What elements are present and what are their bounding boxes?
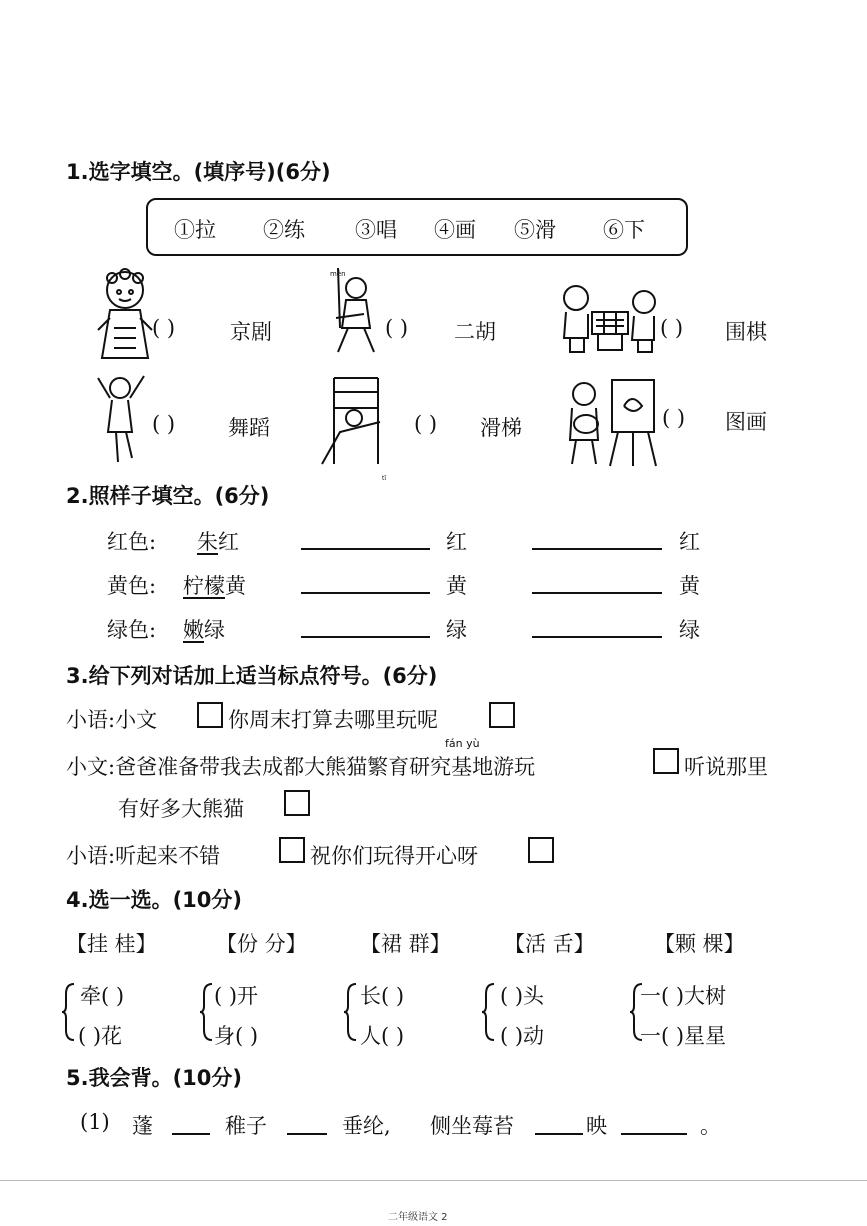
q1-word-6: 图画	[725, 410, 767, 434]
q2-label-red: 红色:	[107, 530, 157, 554]
brace-3	[344, 982, 358, 1042]
q4-title: 4.选一选。(10分)	[66, 888, 243, 912]
q2-suffix-green-2: 绿	[679, 618, 700, 642]
q2-suffix-yellow-2: 黄	[679, 574, 700, 598]
chess-players-illustration	[558, 282, 662, 354]
q2-label-green: 绿色:	[107, 618, 157, 642]
brace-2	[200, 982, 214, 1042]
q2-answer-green-1[interactable]	[301, 636, 430, 638]
q4-group-5: 【颗 棵】	[654, 932, 745, 956]
q5-part-3: 垂纶,	[342, 1114, 391, 1138]
q2-answer-yellow-2[interactable]	[532, 592, 662, 594]
q3-line4-b: 祝你们玩得开心呀	[310, 844, 478, 868]
q1-blank-3[interactable]: ( )	[660, 316, 684, 340]
painter-illustration	[562, 376, 658, 468]
q2-example-green: 嫩绿	[183, 618, 225, 642]
dancer-illustration	[88, 372, 154, 466]
q4-g1-row1[interactable]: 牵( )	[80, 984, 125, 1008]
q5-part-4: 侧坐莓苔	[430, 1114, 514, 1138]
q1-word-4: 舞蹈	[228, 416, 270, 440]
q5-part-2: 稚子	[225, 1114, 267, 1138]
q4-g5-row2[interactable]: 一( )星星	[640, 1024, 727, 1048]
q5-blank-3[interactable]	[535, 1133, 583, 1135]
q5-part-5: 映	[586, 1114, 607, 1138]
q3-punct-box-3[interactable]	[653, 748, 679, 774]
q4-g2-row1[interactable]: ( )开	[214, 984, 259, 1008]
q3-punct-box-5[interactable]	[279, 837, 305, 863]
q1-title: 1.选字填空。(填序号)(6分)	[66, 160, 331, 184]
q2-example-red: 朱红	[197, 530, 239, 554]
q4-group-2: 【份 分】	[216, 932, 307, 956]
q2-suffix-red-1: 红	[446, 530, 467, 554]
q2-answer-yellow-1[interactable]	[301, 592, 430, 594]
q4-g4-row2[interactable]: ( )动	[500, 1024, 545, 1048]
q2-answer-green-2[interactable]	[532, 636, 662, 638]
q5-blank-2[interactable]	[287, 1133, 327, 1135]
q5-part-6: 。	[700, 1114, 721, 1138]
q1-blank-4[interactable]: ( )	[152, 412, 176, 436]
option-5: ⑤滑	[514, 218, 556, 242]
slide-illustration	[320, 372, 392, 482]
q2-suffix-green-1: 绿	[446, 618, 467, 642]
q1-word-5: 滑梯	[480, 416, 522, 440]
q3-punct-box-2[interactable]	[489, 702, 515, 728]
q3-line2-b: 听说那里	[684, 755, 768, 779]
q1-blank-5[interactable]: ( )	[414, 412, 438, 436]
q3-pinyin: fán yù	[445, 737, 480, 750]
q3-line2-a: 小文:爸爸准备带我去成都大熊猫繁育研究基地游玩	[66, 755, 536, 779]
q3-punct-box-1[interactable]	[197, 702, 223, 728]
option-6: ⑥下	[603, 218, 645, 242]
q4-group-3: 【裙 群】	[360, 932, 451, 956]
q1-word-1: 京剧	[230, 320, 272, 344]
q4-g3-row2[interactable]: 人( )	[360, 1024, 405, 1048]
q4-group-1: 【挂 桂】	[66, 932, 157, 956]
peking-opera-illustration	[92, 268, 158, 364]
svg-text:tī: tī	[382, 475, 387, 482]
q4-group-4: 【活 舌】	[504, 932, 595, 956]
q2-suffix-red-2: 红	[679, 530, 700, 554]
option-1: ①拉	[174, 218, 216, 242]
q2-example-yellow: 柠檬黄	[183, 574, 246, 598]
q1-blank-1[interactable]: ( )	[152, 316, 176, 340]
q5-number: (1)	[80, 1110, 110, 1134]
q2-answer-red-2[interactable]	[532, 548, 662, 550]
q3-line4-a: 小语:听起来不错	[66, 844, 221, 868]
q5-part-1: 蓬	[132, 1114, 153, 1138]
q4-g3-row1[interactable]: 长( )	[360, 984, 405, 1008]
q1-blank-6[interactable]: ( )	[662, 406, 686, 430]
q1-word-3: 围棋	[725, 320, 767, 344]
q3-punct-box-6[interactable]	[528, 837, 554, 863]
q2-suffix-yellow-1: 黄	[446, 574, 467, 598]
option-4: ④画	[434, 218, 476, 242]
option-2: ②练	[263, 218, 305, 242]
q2-title: 2.照样子填空。(6分)	[66, 484, 270, 508]
q1-blank-2[interactable]: ( )	[385, 316, 409, 340]
q4-g5-row1[interactable]: 一( )大树	[640, 984, 727, 1008]
q3-line1-b: 你周末打算去哪里玩呢	[228, 708, 438, 732]
q2-label-yellow: 黄色:	[107, 574, 157, 598]
q2-answer-red-1[interactable]	[301, 548, 430, 550]
erhu-player-illustration	[326, 268, 386, 356]
option-3: ③唱	[355, 218, 397, 242]
footer-divider	[0, 1180, 867, 1181]
q5-blank-1[interactable]	[172, 1133, 210, 1135]
q3-title: 3.给下列对话加上适当标点符号。(6分)	[66, 664, 438, 688]
q1-word-2: 二胡	[454, 320, 496, 344]
q5-title: 5.我会背。(10分)	[66, 1066, 243, 1090]
brace-4	[482, 982, 496, 1042]
q4-g1-row2[interactable]: ( )花	[78, 1024, 123, 1048]
q4-g2-row2[interactable]: 身( )	[214, 1024, 259, 1048]
q3-line1-a: 小语:小文	[66, 708, 158, 732]
q5-blank-4[interactable]	[621, 1133, 687, 1135]
svg-text:měn: měn	[330, 270, 346, 278]
page-footer: 二年级语文 2	[388, 1212, 448, 1223]
q3-punct-box-4[interactable]	[284, 790, 310, 816]
q4-g4-row1[interactable]: ( )头	[500, 984, 545, 1008]
q3-line3-a: 有好多大熊猫	[118, 797, 244, 821]
brace-1	[62, 982, 76, 1042]
